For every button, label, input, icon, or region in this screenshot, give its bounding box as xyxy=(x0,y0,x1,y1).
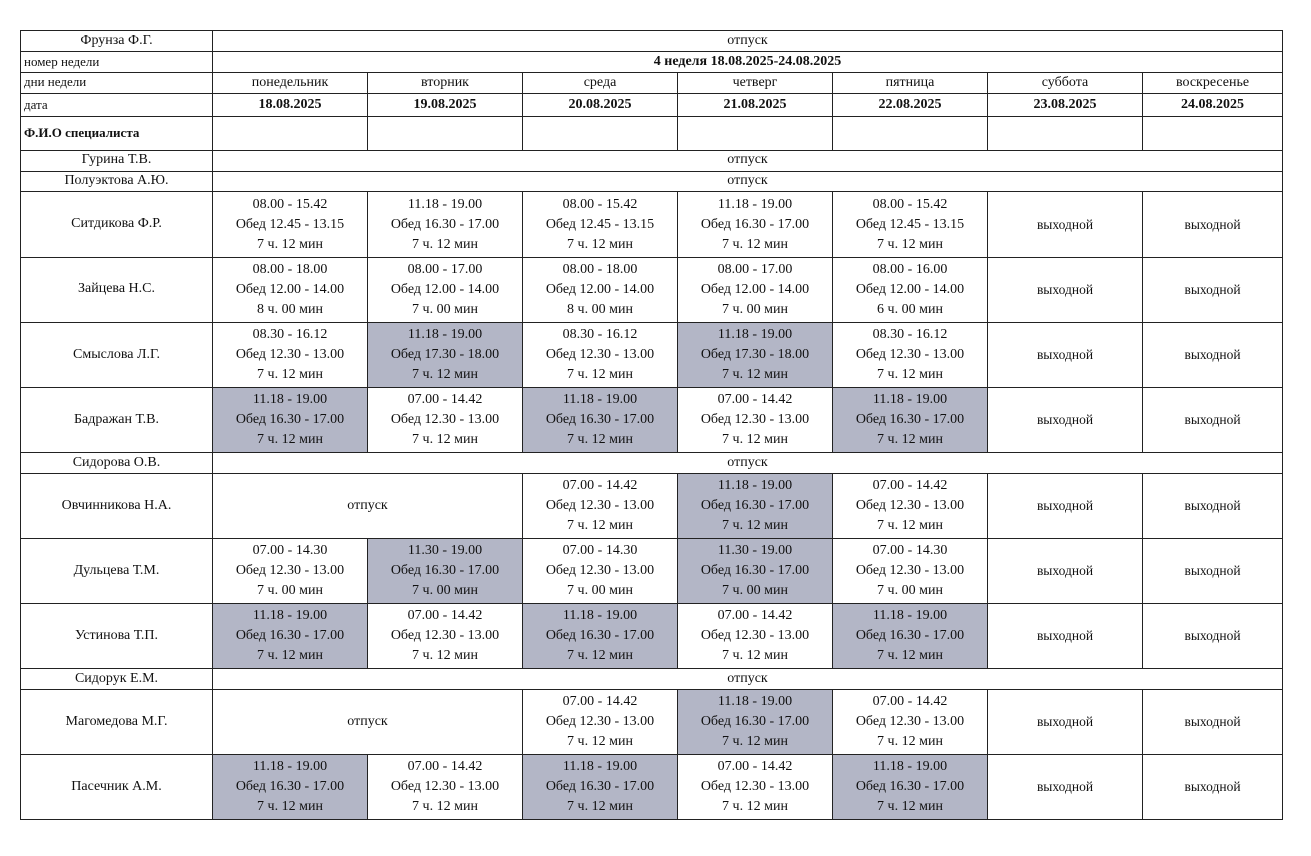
shift-hours: 7 ч. 00 мин xyxy=(412,582,478,598)
shift-cell xyxy=(678,257,833,322)
shift-time: 07.00 - 14.42 xyxy=(562,693,638,709)
shift-time: 11.18 - 19.00 xyxy=(252,758,328,774)
shift-lunch: Обед 12.30 - 13.00 xyxy=(545,562,655,578)
shift-time: 07.00 - 14.42 xyxy=(407,391,483,407)
shift-time: 11.18 - 19.00 xyxy=(407,326,483,342)
shift-hours: 7 ч. 00 мин xyxy=(722,582,788,598)
shift-time: 08.30 - 16.12 xyxy=(872,326,948,342)
shift-time: 11.18 - 19.00 xyxy=(562,391,638,407)
shift-cell xyxy=(833,322,988,387)
shift-lunch: Обед 17.30 - 18.00 xyxy=(390,346,500,362)
shift-cell xyxy=(213,322,368,387)
day-off-sunday: выходной xyxy=(1143,689,1283,754)
shift-hours: 6 ч. 00 мин xyxy=(877,301,943,317)
shift-hours: 7 ч. 12 мин xyxy=(257,236,323,252)
empty-cell xyxy=(523,116,678,150)
day-name: вторник xyxy=(368,72,523,93)
week-label: номер недели xyxy=(21,51,213,72)
shift-lunch: Обед 12.00 - 14.00 xyxy=(545,281,655,297)
specialist-name: Гурина Т.В. xyxy=(21,150,213,171)
shift-cell xyxy=(368,538,523,603)
shift-cell xyxy=(523,754,678,819)
shift-cell xyxy=(368,192,523,257)
shift-cell xyxy=(368,257,523,322)
specialist-row xyxy=(21,603,1283,668)
shift-time: 11.18 - 19.00 xyxy=(872,607,948,623)
shift-cell xyxy=(833,387,988,452)
specialist-name: Магомедова М.Г. xyxy=(21,689,213,754)
specialist-row xyxy=(21,689,1283,754)
shift-lunch: Обед 12.30 - 13.00 xyxy=(545,713,655,729)
shift-time: 07.00 - 14.42 xyxy=(407,758,483,774)
empty-cell xyxy=(833,116,988,150)
day-off-sunday: выходной xyxy=(1143,473,1283,538)
shift-cell xyxy=(368,387,523,452)
day-off-sunday: выходной xyxy=(1143,257,1283,322)
shift-hours: 7 ч. 12 мин xyxy=(722,431,788,447)
vacation-cell: отпуск xyxy=(213,689,523,754)
day-name: пятница xyxy=(833,72,988,93)
shift-time: 11.18 - 19.00 xyxy=(252,391,328,407)
day-off-saturday: выходной xyxy=(988,538,1143,603)
shift-time: 07.00 - 14.42 xyxy=(872,693,948,709)
shift-lunch: Обед 12.00 - 14.00 xyxy=(855,281,965,297)
shift-time: 11.18 - 19.00 xyxy=(562,758,638,774)
shift-lunch: Обед 16.30 - 17.00 xyxy=(700,497,810,513)
shift-cell xyxy=(213,387,368,452)
shift-time: 11.18 - 19.00 xyxy=(717,477,793,493)
shift-cell xyxy=(523,473,678,538)
day-off-saturday: выходной xyxy=(988,754,1143,819)
day-name: воскресенье xyxy=(1143,72,1283,93)
shift-hours: 7 ч. 00 мин xyxy=(412,301,478,317)
shift-cell xyxy=(678,387,833,452)
day-date: 19.08.2025 xyxy=(368,93,523,116)
shift-cell xyxy=(833,689,988,754)
shift-lunch: Обед 12.30 - 13.00 xyxy=(235,346,345,362)
shift-cell xyxy=(523,192,678,257)
shift-lunch: Обед 16.30 - 17.00 xyxy=(855,627,965,643)
shift-hours: 7 ч. 12 мин xyxy=(877,366,943,382)
shift-lunch: Обед 16.30 - 17.00 xyxy=(545,778,655,794)
shift-hours: 7 ч. 12 мин xyxy=(567,733,633,749)
shift-time: 07.00 - 14.30 xyxy=(562,542,638,558)
shift-cell xyxy=(678,754,833,819)
day-name: четверг xyxy=(678,72,833,93)
shift-hours: 7 ч. 12 мин xyxy=(722,366,788,382)
shift-hours: 7 ч. 12 мин xyxy=(722,236,788,252)
vacation-cell: отпуск xyxy=(213,473,523,538)
shift-time: 08.00 - 17.00 xyxy=(407,261,483,277)
vacation-status: отпуск xyxy=(213,452,1283,473)
day-date: 21.08.2025 xyxy=(678,93,833,116)
shift-hours: 7 ч. 12 мин xyxy=(722,647,788,663)
shift-cell xyxy=(523,322,678,387)
week-value: 4 неделя 18.08.2025-24.08.2025 xyxy=(213,51,1283,72)
day-date: 24.08.2025 xyxy=(1143,93,1283,116)
specialist-name: Зайцева Н.С. xyxy=(21,257,213,322)
shift-hours: 7 ч. 12 мин xyxy=(877,236,943,252)
specialist-row xyxy=(21,171,1283,192)
shift-time: 07.00 - 14.42 xyxy=(872,477,948,493)
shift-cell xyxy=(678,538,833,603)
shift-time: 08.00 - 17.00 xyxy=(717,261,793,277)
shift-lunch: Обед 12.30 - 13.00 xyxy=(235,562,345,578)
day-name: понедельник xyxy=(213,72,368,93)
shift-cell xyxy=(213,538,368,603)
schedule-table xyxy=(20,30,1283,820)
shift-lunch: Обед 12.30 - 13.00 xyxy=(545,346,655,362)
shift-hours: 7 ч. 00 мин xyxy=(877,582,943,598)
shift-hours: 7 ч. 00 мин xyxy=(257,582,323,598)
owner-name: Фрунза Ф.Г. xyxy=(21,31,213,52)
shift-lunch: Обед 12.30 - 13.00 xyxy=(700,411,810,427)
shift-lunch: Обед 16.30 - 17.00 xyxy=(700,216,810,232)
shift-time: 07.00 - 14.42 xyxy=(717,391,793,407)
empty-cell xyxy=(368,116,523,150)
shift-time: 08.00 - 18.00 xyxy=(252,261,328,277)
shift-hours: 7 ч. 12 мин xyxy=(877,517,943,533)
shift-time: 11.18 - 19.00 xyxy=(717,326,793,342)
shift-lunch: Обед 12.30 - 13.00 xyxy=(855,562,965,578)
shift-cell xyxy=(368,754,523,819)
shift-time: 07.00 - 14.30 xyxy=(872,542,948,558)
shift-time: 11.18 - 19.00 xyxy=(717,693,793,709)
shift-time: 07.00 - 14.30 xyxy=(252,542,328,558)
empty-cell xyxy=(678,116,833,150)
specialist-name: Дульцева Т.М. xyxy=(21,538,213,603)
shift-hours: 7 ч. 12 мин xyxy=(567,431,633,447)
shift-time: 08.00 - 16.00 xyxy=(872,261,948,277)
specialist-row xyxy=(21,322,1283,387)
day-date: 22.08.2025 xyxy=(833,93,988,116)
shift-lunch: Обед 16.30 - 17.00 xyxy=(545,627,655,643)
day-off-sunday: выходной xyxy=(1143,603,1283,668)
shift-cell xyxy=(678,322,833,387)
day-off-sunday: выходной xyxy=(1143,538,1283,603)
shift-hours: 7 ч. 12 мин xyxy=(412,647,478,663)
vacation-status: отпуск xyxy=(213,150,1283,171)
empty-cell xyxy=(213,116,368,150)
shift-cell xyxy=(833,603,988,668)
shift-time: 07.00 - 14.42 xyxy=(717,758,793,774)
shift-cell xyxy=(213,192,368,257)
shift-lunch: Обед 12.00 - 14.00 xyxy=(235,281,345,297)
week-row xyxy=(21,51,1283,72)
shift-cell xyxy=(833,257,988,322)
shift-cell xyxy=(833,473,988,538)
day-date: 18.08.2025 xyxy=(213,93,368,116)
day-off-saturday: выходной xyxy=(988,257,1143,322)
shift-lunch: Обед 12.00 - 14.00 xyxy=(390,281,500,297)
shift-time: 11.30 - 19.00 xyxy=(407,542,483,558)
shift-lunch: Обед 16.30 - 17.00 xyxy=(700,562,810,578)
shift-lunch: Обед 12.30 - 13.00 xyxy=(390,411,500,427)
shift-lunch: Обед 12.45 - 13.15 xyxy=(855,216,965,232)
day-off-sunday: выходной xyxy=(1143,192,1283,257)
shift-time: 11.18 - 19.00 xyxy=(717,196,793,212)
shift-lunch: Обед 16.30 - 17.00 xyxy=(235,778,345,794)
shift-cell xyxy=(368,322,523,387)
day-off-saturday: выходной xyxy=(988,322,1143,387)
day-off-saturday: выходной xyxy=(988,603,1143,668)
day-off-sunday: выходной xyxy=(1143,322,1283,387)
vacation-status: отпуск xyxy=(213,668,1283,689)
shift-hours: 7 ч. 12 мин xyxy=(877,733,943,749)
shift-lunch: Обед 16.30 - 17.00 xyxy=(235,627,345,643)
days-row xyxy=(21,72,1283,93)
shift-time: 07.00 - 14.42 xyxy=(717,607,793,623)
shift-lunch: Обед 16.30 - 17.00 xyxy=(390,562,500,578)
shift-time: 11.18 - 19.00 xyxy=(407,196,483,212)
shift-lunch: Обед 16.30 - 17.00 xyxy=(390,216,500,232)
shift-cell xyxy=(678,603,833,668)
shift-cell xyxy=(523,538,678,603)
specialist-name: Ситдикова Ф.Р. xyxy=(21,192,213,257)
shift-lunch: Обед 12.30 - 13.00 xyxy=(545,497,655,513)
specialist-row xyxy=(21,754,1283,819)
shift-time: 11.18 - 19.00 xyxy=(872,758,948,774)
shift-cell xyxy=(523,689,678,754)
specialist-name: Сидорова О.В. xyxy=(21,452,213,473)
shift-time: 11.18 - 19.00 xyxy=(872,391,948,407)
shift-cell xyxy=(523,257,678,322)
shift-hours: 7 ч. 12 мин xyxy=(722,798,788,814)
empty-cell xyxy=(988,116,1143,150)
specialist-name: Смыслова Л.Г. xyxy=(21,322,213,387)
shift-hours: 7 ч. 12 мин xyxy=(567,366,633,382)
shift-lunch: Обед 17.30 - 18.00 xyxy=(700,346,810,362)
shift-hours: 7 ч. 12 мин xyxy=(412,236,478,252)
specialist-name: Устинова Т.П. xyxy=(21,603,213,668)
shift-lunch: Обед 12.45 - 13.15 xyxy=(545,216,655,232)
shift-cell xyxy=(523,603,678,668)
day-name: суббота xyxy=(988,72,1143,93)
specialist-row xyxy=(21,150,1283,171)
specialist-row xyxy=(21,668,1283,689)
shift-lunch: Обед 16.30 - 17.00 xyxy=(855,778,965,794)
shift-lunch: Обед 12.30 - 13.00 xyxy=(390,778,500,794)
shift-time: 08.00 - 15.42 xyxy=(872,196,948,212)
shift-cell xyxy=(678,689,833,754)
shift-hours: 7 ч. 12 мин xyxy=(567,236,633,252)
shift-lunch: Обед 16.30 - 17.00 xyxy=(855,411,965,427)
specialist-row xyxy=(21,257,1283,322)
shift-time: 08.30 - 16.12 xyxy=(252,326,328,342)
shift-hours: 7 ч. 12 мин xyxy=(722,733,788,749)
shift-cell xyxy=(833,538,988,603)
shift-hours: 7 ч. 12 мин xyxy=(412,431,478,447)
date-row xyxy=(21,93,1283,116)
shift-lunch: Обед 12.30 - 13.00 xyxy=(700,627,810,643)
shift-time: 11.30 - 19.00 xyxy=(717,542,793,558)
shift-hours: 7 ч. 12 мин xyxy=(567,798,633,814)
shift-time: 07.00 - 14.42 xyxy=(407,607,483,623)
specialist-row xyxy=(21,473,1283,538)
shift-lunch: Обед 16.30 - 17.00 xyxy=(235,411,345,427)
shift-hours: 8 ч. 00 мин xyxy=(567,301,633,317)
shift-cell xyxy=(833,754,988,819)
shift-lunch: Обед 16.30 - 17.00 xyxy=(700,713,810,729)
shift-cell xyxy=(213,603,368,668)
shift-hours: 7 ч. 12 мин xyxy=(722,517,788,533)
shift-hours: 7 ч. 12 мин xyxy=(257,366,323,382)
shift-hours: 7 ч. 12 мин xyxy=(567,517,633,533)
shift-lunch: Обед 16.30 - 17.00 xyxy=(545,411,655,427)
shift-lunch: Обед 12.45 - 13.15 xyxy=(235,216,345,232)
day-date: 23.08.2025 xyxy=(988,93,1143,116)
owner-status: отпуск xyxy=(213,31,1283,52)
day-date: 20.08.2025 xyxy=(523,93,678,116)
shift-time: 07.00 - 14.42 xyxy=(562,477,638,493)
day-off-saturday: выходной xyxy=(988,473,1143,538)
specialist-name: Сидорук Е.М. xyxy=(21,668,213,689)
shift-hours: 7 ч. 12 мин xyxy=(877,431,943,447)
owner-row xyxy=(21,31,1283,52)
empty-cell xyxy=(1143,116,1283,150)
shift-hours: 7 ч. 12 мин xyxy=(412,798,478,814)
shift-time: 08.00 - 15.42 xyxy=(252,196,328,212)
specialist-name: Бадражан Т.В. xyxy=(21,387,213,452)
shift-cell xyxy=(213,754,368,819)
shift-time: 08.00 - 18.00 xyxy=(562,261,638,277)
shift-time: 11.18 - 19.00 xyxy=(252,607,328,623)
shift-time: 08.00 - 15.42 xyxy=(562,196,638,212)
specialist-name: Полуэктова А.Ю. xyxy=(21,171,213,192)
day-off-sunday: выходной xyxy=(1143,387,1283,452)
specialist-row xyxy=(21,192,1283,257)
specialist-name: Овчинникова Н.А. xyxy=(21,473,213,538)
days-label: дни недели xyxy=(21,72,213,93)
fio-header-row xyxy=(21,116,1283,150)
specialist-row xyxy=(21,387,1283,452)
specialist-row xyxy=(21,538,1283,603)
shift-cell xyxy=(678,192,833,257)
shift-hours: 7 ч. 00 мин xyxy=(567,582,633,598)
shift-cell xyxy=(523,387,678,452)
day-off-saturday: выходной xyxy=(988,689,1143,754)
shift-lunch: Обед 12.30 - 13.00 xyxy=(855,497,965,513)
day-off-saturday: выходной xyxy=(988,387,1143,452)
shift-lunch: Обед 12.30 - 13.00 xyxy=(855,713,965,729)
shift-time: 08.30 - 16.12 xyxy=(562,326,638,342)
shift-lunch: Обед 12.00 - 14.00 xyxy=(700,281,810,297)
shift-hours: 8 ч. 00 мин xyxy=(257,301,323,317)
shift-cell xyxy=(213,257,368,322)
shift-hours: 7 ч. 12 мин xyxy=(257,798,323,814)
shift-time: 11.18 - 19.00 xyxy=(562,607,638,623)
shift-hours: 7 ч. 00 мин xyxy=(722,301,788,317)
shift-lunch: Обед 12.30 - 13.00 xyxy=(700,778,810,794)
shift-hours: 7 ч. 12 мин xyxy=(412,366,478,382)
day-name: среда xyxy=(523,72,678,93)
shift-cell xyxy=(833,192,988,257)
day-off-saturday: выходной xyxy=(988,192,1143,257)
shift-hours: 7 ч. 12 мин xyxy=(257,647,323,663)
shift-hours: 7 ч. 12 мин xyxy=(877,798,943,814)
shift-hours: 7 ч. 12 мин xyxy=(257,431,323,447)
shift-lunch: Обед 12.30 - 13.00 xyxy=(855,346,965,362)
shift-lunch: Обед 12.30 - 13.00 xyxy=(390,627,500,643)
shift-hours: 7 ч. 12 мин xyxy=(877,647,943,663)
date-label: дата xyxy=(21,93,213,116)
vacation-status: отпуск xyxy=(213,171,1283,192)
shift-hours: 7 ч. 12 мин xyxy=(567,647,633,663)
day-off-sunday: выходной xyxy=(1143,754,1283,819)
fio-label: Ф.И.О специалиста xyxy=(21,116,213,150)
shift-cell xyxy=(678,473,833,538)
specialist-name: Пасечник А.М. xyxy=(21,754,213,819)
specialist-row xyxy=(21,452,1283,473)
shift-cell xyxy=(368,603,523,668)
